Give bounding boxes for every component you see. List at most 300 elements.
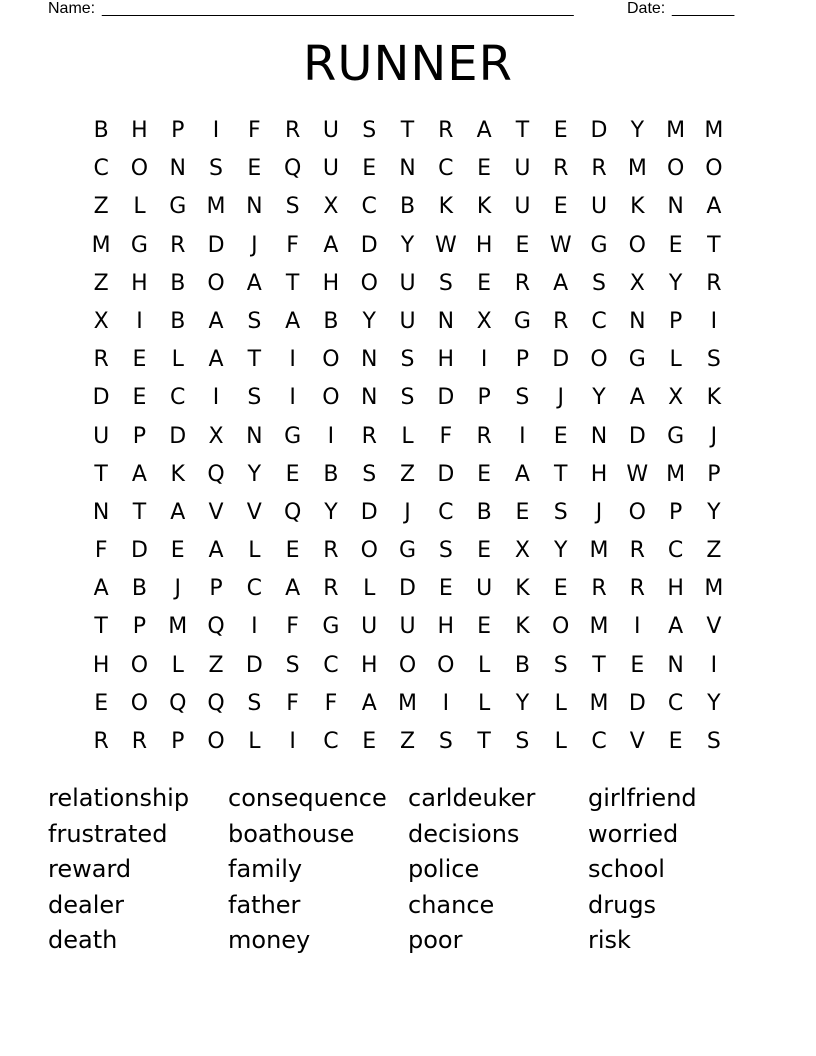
name-label: Name: [48, 0, 96, 17]
grid-letter[interactable]: C [323, 729, 339, 754]
grid-letter[interactable]: Y [247, 461, 262, 487]
grid-letter[interactable]: S [706, 729, 721, 754]
grid-letter[interactable]: M [704, 576, 724, 602]
grid-letter[interactable]: A [629, 385, 645, 411]
grid-letter[interactable]: I [251, 614, 258, 640]
grid-letter[interactable]: E [170, 538, 185, 564]
grid-letter[interactable]: U [399, 308, 416, 334]
grid-letter[interactable]: Y [553, 538, 568, 564]
grid-letter[interactable]: X [476, 308, 492, 334]
grid-letter[interactable]: L [669, 347, 682, 373]
grid-letter[interactable]: R [438, 118, 454, 143]
grid-letter[interactable]: G [398, 538, 417, 564]
grid-letter[interactable]: T [515, 118, 530, 143]
grid-letter[interactable]: M [589, 614, 609, 640]
grid-letter[interactable]: T [94, 614, 108, 640]
grid-letter[interactable]: E [477, 270, 492, 296]
grid-letter[interactable]: H [131, 118, 148, 143]
grid-letter[interactable]: X [668, 385, 684, 411]
grid-letter[interactable]: E [285, 538, 300, 564]
grid-letter[interactable]: U [514, 156, 531, 182]
grid-letter[interactable]: P [515, 347, 530, 373]
grid-letter[interactable]: R [706, 270, 722, 296]
grid-letter[interactable]: Y [400, 232, 415, 258]
grid-letter[interactable]: D [552, 347, 570, 373]
grid-letter[interactable]: L [401, 423, 414, 449]
grid-letter[interactable]: L [133, 194, 146, 220]
grid-letter[interactable]: R [553, 308, 569, 334]
grid-letter[interactable]: R [170, 232, 186, 258]
grid-letter[interactable]: X [629, 270, 645, 296]
grid-letter[interactable]: M [206, 194, 226, 220]
name-field[interactable]: _____________________________________________________ [102, 0, 574, 17]
grid-letter[interactable]: Y [515, 690, 530, 716]
grid-letter[interactable]: N [667, 194, 684, 220]
grid-letter[interactable]: N [667, 652, 684, 678]
grid-letter[interactable]: E [477, 461, 492, 487]
grid-row [82, 723, 736, 761]
grid-letter[interactable]: F [286, 232, 299, 258]
grid-letter[interactable]: O [207, 729, 225, 754]
grid-letter[interactable]: G [322, 614, 340, 640]
grid-letter[interactable]: I [212, 118, 220, 143]
grid-letter[interactable]: O [130, 156, 149, 182]
grid-letter[interactable]: A [361, 690, 377, 716]
grid-row [82, 112, 736, 150]
grid-letter[interactable]: F [94, 538, 108, 564]
word-bank-item: consequence [228, 784, 387, 812]
grid-letter[interactable]: L [363, 576, 376, 602]
grid-letter[interactable]: R [476, 423, 492, 449]
grid-letter[interactable]: N [629, 308, 646, 334]
grid-letter[interactable]: O [552, 614, 570, 640]
grid-letter[interactable]: O [666, 156, 685, 182]
grid-letter[interactable]: I [289, 385, 296, 411]
grid-letter[interactable]: T [247, 347, 262, 373]
grid-letter[interactable]: S [400, 347, 415, 373]
grid-letter[interactable]: D [360, 232, 378, 258]
grid-letter[interactable]: S [247, 690, 262, 716]
grid-letter[interactable]: W [626, 461, 649, 487]
grid-letter[interactable]: S [553, 499, 568, 525]
grid-letter[interactable]: X [323, 194, 339, 220]
grid-letter[interactable]: H [92, 652, 110, 678]
grid-letter[interactable]: E [515, 232, 530, 258]
grid-letter[interactable]: S [438, 729, 453, 754]
grid-letter[interactable]: E [438, 576, 453, 602]
grid-letter[interactable]: D [437, 385, 455, 411]
grid-letter[interactable]: X [93, 308, 109, 334]
grid-letter[interactable]: D [628, 423, 646, 449]
grid-letter[interactable]: D [590, 118, 608, 143]
grid-letter[interactable]: M [704, 118, 724, 143]
grid-letter[interactable]: A [476, 118, 492, 143]
grid-letter[interactable]: T [132, 499, 147, 525]
grid-letter[interactable]: E [477, 156, 492, 182]
grid-letter[interactable]: Z [208, 652, 224, 678]
grid-letter[interactable]: L [248, 729, 261, 754]
grid-letter[interactable]: Y [668, 270, 683, 296]
grid-letter[interactable]: K [706, 385, 722, 411]
grid-letter[interactable]: E [630, 652, 645, 678]
grid-letter[interactable]: G [628, 347, 646, 373]
grid-letter[interactable]: X [208, 423, 224, 449]
grid-letter[interactable]: D [169, 423, 187, 449]
grid-letter[interactable]: P [171, 118, 185, 143]
grid-letter[interactable]: O [437, 652, 455, 678]
grid-letter[interactable]: I [634, 614, 641, 640]
grid-letter[interactable]: E [515, 499, 530, 525]
grid-letter[interactable]: L [554, 690, 567, 716]
grid-letter[interactable]: A [208, 347, 224, 373]
grid-letter[interactable]: B [514, 652, 530, 678]
grid-letter[interactable]: N [437, 308, 455, 334]
grid-letter[interactable]: A [553, 270, 569, 296]
grid-letter[interactable]: B [93, 118, 109, 143]
grid-letter[interactable]: Z [399, 729, 416, 754]
grid-letter[interactable]: C [438, 499, 454, 525]
grid-letter[interactable]: I [289, 729, 296, 754]
grid-letter[interactable]: L [248, 538, 261, 564]
grid-letter[interactable]: O [130, 690, 149, 716]
grid-letter[interactable]: E [553, 576, 568, 602]
grid-letter[interactable]: P [209, 576, 223, 602]
grid-letter[interactable]: Z [399, 461, 416, 487]
grid-letter[interactable]: R [591, 576, 607, 602]
grid-letter[interactable]: S [362, 461, 377, 487]
grid-letter[interactable]: V [208, 499, 224, 525]
grid-letter[interactable]: P [477, 385, 491, 411]
grid-letter[interactable]: A [208, 538, 224, 564]
grid-letter[interactable]: M [91, 232, 111, 258]
grid-letter[interactable]: R [284, 118, 301, 143]
grid-letter[interactable]: E [94, 690, 109, 716]
grid-letter[interactable]: H [590, 461, 608, 487]
grid-letter[interactable]: R [591, 156, 607, 182]
grid-letter[interactable]: A [285, 576, 301, 602]
grid-letter[interactable]: L [171, 652, 184, 678]
word-bank-item: girlfriend [588, 784, 697, 812]
grid-letter[interactable]: I [212, 385, 220, 411]
grid-letter[interactable]: H [667, 576, 684, 602]
grid-letter[interactable]: D [399, 576, 416, 602]
grid-letter[interactable]: E [668, 729, 683, 754]
grid-letter[interactable]: M [589, 690, 609, 716]
grid-letter[interactable]: O [130, 652, 149, 678]
grid-letter[interactable]: G [284, 423, 302, 449]
grid-letter[interactable]: M [666, 461, 686, 487]
grid-letter[interactable]: C [361, 194, 377, 220]
grid-letter[interactable]: J [710, 423, 718, 449]
grid-letter[interactable]: S [553, 652, 568, 678]
grid-letter[interactable]: M [589, 538, 609, 564]
grid-letter[interactable]: R [131, 729, 148, 754]
grid-letter[interactable]: P [668, 308, 683, 334]
grid-letter[interactable]: A [208, 308, 224, 334]
grid-letter[interactable]: K [630, 194, 645, 220]
grid-letter[interactable]: I [442, 690, 450, 716]
grid-letter[interactable]: I [327, 423, 335, 449]
grid-letter[interactable]: Y [630, 118, 645, 143]
grid-letter[interactable]: S [438, 270, 453, 296]
grid-letter[interactable]: L [554, 729, 567, 754]
grid-letter[interactable]: S [209, 156, 224, 182]
grid-letter[interactable]: Q [169, 690, 187, 716]
grid-letter[interactable]: T [477, 729, 491, 754]
grid-letter[interactable]: P [132, 614, 147, 640]
grid-letter[interactable]: J [404, 499, 411, 525]
grid-letter[interactable]: N [246, 194, 263, 220]
grid-letter[interactable]: F [286, 690, 299, 716]
grid-letter[interactable]: M [168, 614, 188, 640]
grid-letter[interactable]: H [437, 614, 455, 640]
grid-letter[interactable]: T [400, 118, 415, 143]
grid-letter[interactable]: E [132, 385, 147, 411]
grid-letter[interactable]: G [667, 423, 685, 449]
word-bank-item: decisions [408, 819, 520, 848]
grid-letter[interactable]: T [553, 461, 568, 487]
grid-letter[interactable]: K [515, 614, 530, 640]
grid-letter[interactable]: B [170, 308, 186, 334]
grid-letter[interactable]: W [434, 232, 457, 258]
grid-letter[interactable]: R [323, 576, 339, 602]
grid-letter[interactable]: H [437, 347, 455, 373]
grid-letter[interactable]: I [710, 652, 718, 678]
grid-letter[interactable]: C [170, 385, 186, 411]
grid-letter[interactable]: V [706, 614, 722, 640]
grid-letter[interactable]: T [285, 270, 300, 296]
grid-letter[interactable]: E [362, 156, 377, 182]
grid-letter[interactable]: D [437, 461, 455, 487]
grid-letter[interactable]: O [322, 347, 340, 373]
grid-letter[interactable]: C [246, 576, 263, 602]
grid-letter[interactable]: G [513, 308, 531, 334]
grid-letter[interactable]: Z [93, 194, 109, 220]
grid-letter[interactable]: N [399, 156, 416, 182]
grid-letter[interactable]: P [707, 461, 721, 487]
grid-letter[interactable]: Y [707, 499, 721, 525]
grid-letter[interactable]: E [553, 194, 568, 220]
grid-letter[interactable]: Y [592, 385, 606, 411]
grid-letter[interactable]: O [322, 385, 340, 411]
grid-letter[interactable]: Y [324, 499, 338, 525]
grid-letter[interactable]: J [557, 385, 564, 411]
grid-letter[interactable]: D [245, 652, 263, 678]
grid-letter[interactable]: E [477, 538, 492, 564]
grid-letter[interactable]: Y [362, 308, 376, 334]
grid-letter[interactable]: V [246, 499, 262, 525]
page-title: RUNNER [303, 36, 513, 92]
grid-letter[interactable]: K [438, 194, 454, 220]
grid-letter[interactable]: N [246, 423, 263, 449]
grid-letter[interactable]: F [324, 690, 338, 716]
grid-letter[interactable]: Z [93, 270, 109, 296]
grid-letter[interactable]: H [360, 652, 378, 678]
grid-letter[interactable]: I [480, 347, 488, 373]
grid-letter[interactable]: M [666, 118, 686, 143]
grid-letter[interactable]: F [248, 118, 261, 143]
grid-letter[interactable]: J [251, 232, 258, 258]
grid-letter[interactable]: P [171, 729, 185, 754]
grid-letter[interactable]: Y [707, 690, 721, 716]
grid-letter[interactable]: D [360, 499, 378, 525]
word-bank-item: relationship [48, 784, 190, 812]
grid-letter[interactable]: Z [706, 538, 722, 564]
grid-letter[interactable]: S [247, 385, 262, 411]
grid-letter[interactable]: U [476, 576, 493, 602]
grid-letter[interactable]: V [629, 729, 645, 754]
grid-letter[interactable]: S [247, 308, 262, 334]
grid-letter[interactable]: B [323, 461, 339, 487]
grid-letter[interactable]: D [207, 232, 225, 258]
grid-letter[interactable]: C [667, 538, 684, 564]
grid-letter[interactable]: A [285, 308, 301, 334]
grid-letter[interactable]: I [136, 308, 143, 334]
grid-letter[interactable]: G [130, 232, 148, 258]
grid-letter[interactable]: D [130, 538, 148, 564]
grid-letter[interactable]: T [707, 232, 721, 258]
grid-letter[interactable]: S [438, 538, 453, 564]
grid-letter[interactable]: R [361, 423, 377, 449]
grid-letter[interactable]: S [592, 270, 606, 296]
grid-letter[interactable]: T [94, 461, 108, 487]
grid-letter[interactable]: H [322, 270, 340, 296]
grid-letter[interactable]: M [627, 156, 647, 182]
grid-letter[interactable]: H [131, 270, 148, 296]
grid-letter[interactable]: B [476, 499, 492, 525]
grid-letter[interactable]: R [553, 156, 569, 182]
grid-letter[interactable]: N [360, 385, 378, 411]
grid-letter[interactable]: C [438, 156, 454, 182]
grid-letter[interactable]: I [519, 423, 526, 449]
grid-letter[interactable]: N [92, 499, 110, 525]
grid-letter[interactable]: E [285, 461, 300, 487]
grid-letter[interactable]: E [132, 347, 147, 373]
grid-letter[interactable]: S [400, 385, 415, 411]
grid-letter[interactable]: S [706, 347, 721, 373]
grid-letter[interactable]: A [93, 576, 109, 602]
date-field[interactable]: _______ [672, 0, 735, 17]
grid-letter[interactable]: O [360, 270, 378, 296]
grid-letter[interactable]: A [246, 270, 262, 296]
grid-letter[interactable]: N [360, 347, 378, 373]
grid-letter[interactable]: U [322, 118, 339, 143]
grid-letter[interactable]: A [323, 232, 339, 258]
grid-letter[interactable]: S [362, 118, 377, 143]
grid-letter[interactable]: S [515, 385, 530, 411]
grid-letter[interactable]: R [93, 347, 109, 373]
grid-letter[interactable]: C [591, 308, 607, 334]
grid-letter[interactable]: O [590, 347, 608, 373]
grid-letter[interactable]: P [668, 499, 683, 525]
grid-letter[interactable]: I [289, 347, 296, 373]
grid-letter[interactable]: H [475, 232, 493, 258]
grid-letter[interactable]: U [361, 614, 378, 640]
grid-letter[interactable]: Q [207, 461, 225, 487]
grid-letter[interactable]: I [710, 308, 718, 334]
grid-letter[interactable]: J [595, 499, 603, 525]
grid-letter[interactable]: U [399, 270, 416, 296]
grid-letter[interactable]: R [514, 270, 531, 296]
grid-letter[interactable]: S [285, 652, 300, 678]
grid-letter[interactable]: F [286, 614, 299, 640]
grid-letter[interactable]: M [398, 690, 418, 716]
grid-letter[interactable]: E [362, 729, 377, 754]
grid-letter[interactable]: N [169, 156, 186, 182]
grid-letter[interactable]: D [628, 690, 646, 716]
grid-letter[interactable]: N [590, 423, 608, 449]
grid-letter[interactable]: A [170, 499, 186, 525]
grid-letter[interactable]: C [323, 652, 339, 678]
grid-letter[interactable]: L [477, 652, 491, 678]
grid-letter[interactable]: O [705, 156, 723, 182]
grid-letter[interactable]: B [131, 576, 147, 602]
grid-letter[interactable]: R [629, 576, 645, 602]
grid-letter[interactable]: W [549, 232, 572, 258]
grid-letter[interactable]: A [668, 614, 684, 640]
grid-letter[interactable]: E [477, 614, 492, 640]
grid-letter[interactable]: C [93, 156, 109, 182]
grid-letter[interactable]: E [247, 156, 262, 182]
grid-letter[interactable]: R [93, 729, 109, 754]
grid-letter[interactable]: D [92, 385, 110, 411]
grid-letter[interactable]: K [515, 576, 530, 602]
grid-letter[interactable]: K [170, 461, 185, 487]
grid-letter[interactable]: F [439, 423, 453, 449]
grid-letter[interactable]: A [131, 461, 147, 487]
grid-letter[interactable]: O [207, 270, 225, 296]
grid-letter[interactable]: J [174, 576, 181, 602]
grid-letter[interactable]: U [93, 423, 110, 449]
grid-letter[interactable]: O [398, 652, 417, 678]
grid-letter[interactable]: U [399, 614, 416, 640]
grid-letter[interactable]: U [322, 156, 339, 182]
grid-letter[interactable]: C [591, 729, 607, 754]
grid-letter[interactable]: Q [207, 614, 225, 640]
grid-letter[interactable]: S [285, 194, 300, 220]
grid-letter[interactable]: E [668, 232, 683, 258]
grid-letter[interactable]: G [169, 194, 187, 220]
grid-letter[interactable]: L [477, 690, 491, 716]
grid-letter[interactable]: B [323, 308, 339, 334]
grid-letter[interactable]: Q [207, 690, 225, 716]
grid-letter[interactable]: C [667, 690, 684, 716]
grid-letter[interactable]: R [323, 538, 339, 564]
grid-letter[interactable]: B [170, 270, 186, 296]
grid-letter[interactable]: S [515, 729, 530, 754]
grid-letter[interactable]: L [171, 347, 184, 373]
grid-letter[interactable]: T [592, 652, 606, 678]
grid-letter[interactable]: O [360, 538, 378, 564]
grid-letter[interactable]: P [132, 423, 147, 449]
grid-letter[interactable]: X [514, 538, 530, 564]
grid-letter[interactable]: U [590, 194, 608, 220]
grid-letter[interactable]: O [628, 232, 646, 258]
grid-letter[interactable]: A [514, 461, 530, 487]
grid-letter[interactable]: E [553, 118, 568, 143]
grid-letter[interactable]: R [629, 538, 645, 564]
grid-letter[interactable]: Q [283, 156, 302, 182]
grid-letter[interactable]: U [514, 194, 531, 220]
grid-letter[interactable]: G [590, 232, 608, 258]
grid-letter[interactable]: A [706, 194, 722, 220]
grid-letter[interactable]: B [399, 194, 416, 220]
grid-letter[interactable]: E [553, 423, 568, 449]
grid-letter[interactable]: K [476, 194, 492, 220]
header-line [48, 0, 748, 20]
grid-letter[interactable]: Q [283, 499, 302, 525]
grid-letter[interactable]: O [628, 499, 646, 525]
